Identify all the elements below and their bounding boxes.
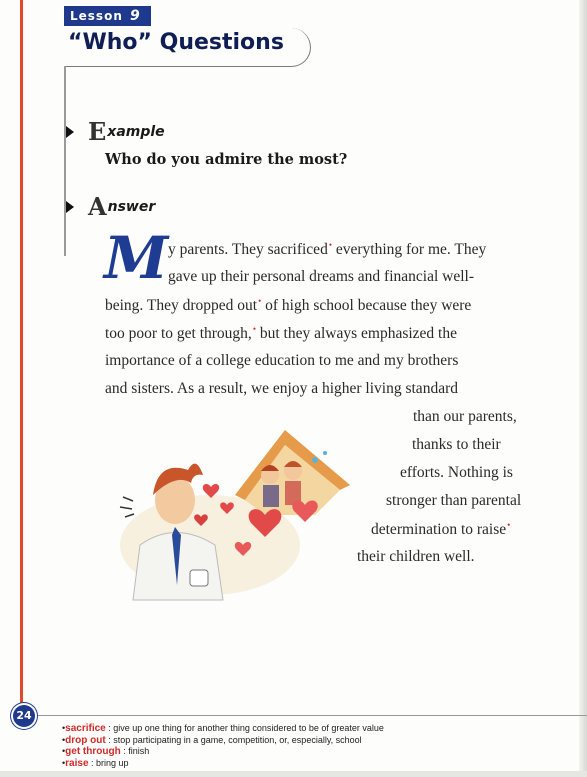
answer-line: being. They dropped out• of high school because they were [105, 296, 472, 315]
page-bottom-edge [0, 771, 587, 777]
footnote-marker: • [258, 296, 262, 306]
drop-cap-letter: M [104, 224, 169, 292]
answer-line: thanks to their [412, 436, 501, 453]
lesson-number: 9 [130, 8, 141, 24]
footer-rule [34, 715, 587, 716]
footnote-marker: • [507, 520, 511, 530]
answer-initial: A [88, 192, 107, 221]
glossary-entry: •drop out : stop participating in a game, competition, or, especially, school [62, 734, 362, 746]
page-title: “Who” Questions [68, 30, 284, 55]
answer-line: importance of a college education to me and my brothers [105, 352, 459, 369]
glossary-entry: •sacrifice : give up one thing for another thing considered to be of greater value [62, 723, 384, 734]
answer-line: y parents. They sacrificed• everything for me. They [168, 240, 487, 259]
answer-line: gave up their personal dreams and financial well- [168, 268, 475, 285]
page-margin-line [20, 0, 23, 715]
answer-line: determination to raise• [371, 520, 511, 539]
example-heading [66, 117, 165, 146]
illustration-man-remembering-parents [115, 405, 365, 605]
section-divider-line [64, 66, 66, 256]
example-label: xample [107, 123, 165, 140]
glossary [62, 723, 384, 769]
example-initial: E [88, 117, 107, 146]
answer-line: efforts. Nothing is [400, 464, 513, 481]
lesson-label: Lesson [70, 9, 123, 23]
lesson-badge [64, 6, 151, 26]
answer-heading [66, 192, 155, 221]
answer-line: stronger than parental [386, 492, 522, 509]
arrow-right-icon [66, 201, 74, 213]
answer-line: their children well. [357, 548, 475, 565]
page-binding-edge [579, 0, 587, 777]
page-number-badge: 24 [13, 705, 35, 727]
footnote-marker: • [252, 324, 256, 334]
answer-label: nswer [107, 198, 156, 215]
arrow-right-icon [66, 126, 74, 138]
answer-line: and sisters. As a result, we enjoy a higher living standard [105, 380, 458, 397]
answer-line: than our parents, [413, 408, 517, 425]
example-question: Who do you admire the most? [105, 151, 348, 168]
answer-line: too poor to get through,• but they always emphasized the [105, 324, 457, 343]
glossary-entry: •raise : bring up [62, 757, 129, 769]
footnote-marker: • [328, 240, 332, 250]
glossary-entry: •get through : finish [62, 746, 150, 757]
